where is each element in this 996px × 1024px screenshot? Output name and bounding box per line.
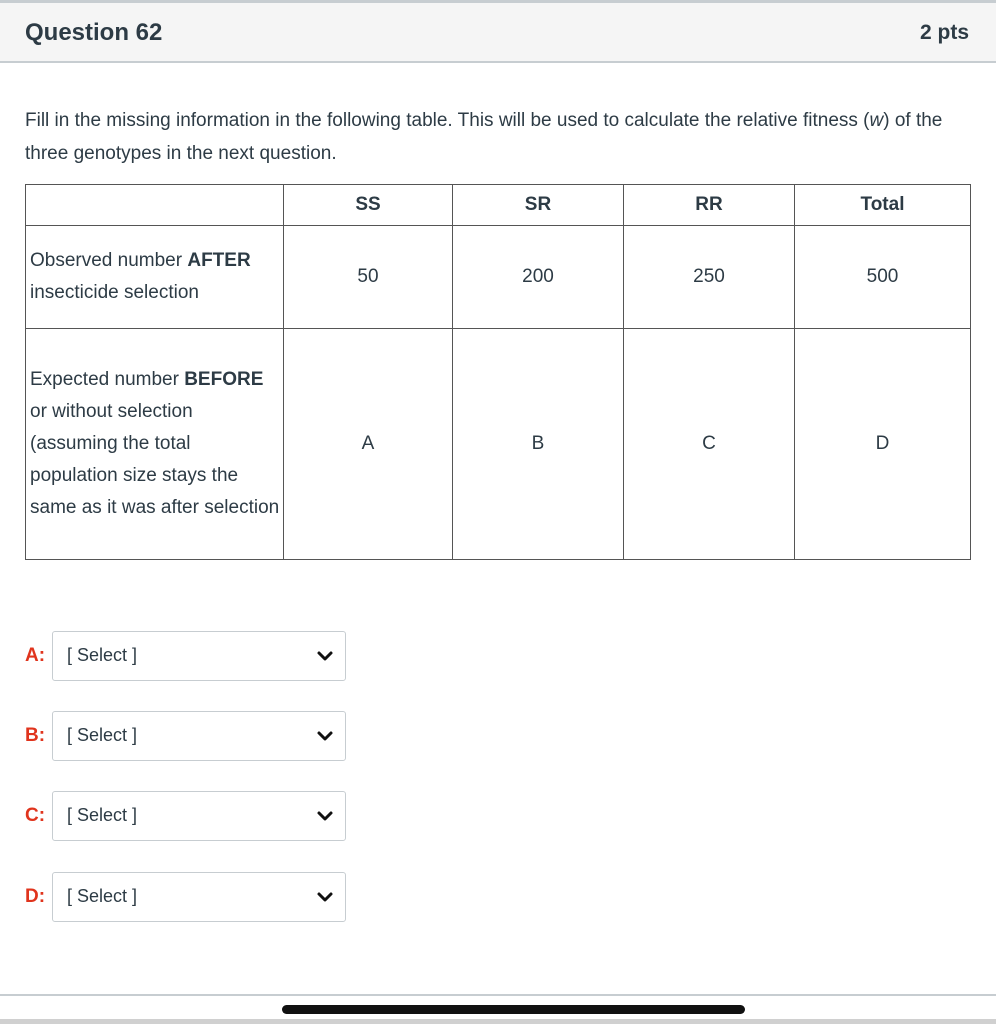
answer-label-a: A: (25, 645, 46, 666)
answer-row-d (25, 871, 346, 923)
table-header-sr: SR (453, 185, 624, 226)
select-value: [ Select ] (67, 645, 138, 665)
prompt-text-before: Fill in the missing information in the following table. This will be used to calculate the relative fitness ( (25, 110, 870, 131)
row-label-observed (26, 226, 284, 329)
answer-label-c: C: (25, 805, 46, 826)
select-value: [ Select ] (67, 805, 138, 825)
prompt-text-after: ) of the three genotypes in the next question. (25, 110, 943, 164)
table-header-rr: RR (624, 185, 795, 226)
row-label-pre: Observed number (30, 250, 188, 271)
prompt-italic: w (869, 110, 884, 131)
cell-observed-rr: 250 (624, 226, 795, 329)
question-points: 2 pts (919, 21, 969, 44)
answer-select-c[interactable] (52, 791, 346, 841)
chevron-down-icon (315, 887, 335, 907)
table-header-row (26, 185, 971, 226)
cell-expected-total: D (795, 329, 971, 560)
answer-label-d: D: (25, 886, 46, 907)
bottom-border (0, 1019, 996, 1024)
cell-observed-ss: 50 (284, 226, 453, 329)
answer-row-a (25, 630, 346, 682)
select-value: [ Select ] (67, 886, 138, 906)
question-prompt (25, 104, 975, 170)
row-label-bold: BEFORE (184, 369, 264, 390)
chevron-down-icon (315, 726, 335, 746)
answer-row-b (25, 710, 346, 762)
chevron-down-icon (315, 646, 335, 666)
answer-select-d[interactable] (52, 872, 346, 922)
table-header-total: Total (795, 185, 971, 226)
row-label-post: or without selection (assuming the total population size stays the same as it was after selection (30, 401, 280, 518)
answer-select-b[interactable] (52, 711, 346, 761)
home-indicator[interactable] (282, 1005, 745, 1014)
row-label-bold: AFTER (187, 250, 251, 271)
cell-expected-rr: C (624, 329, 795, 560)
genotype-table (25, 184, 971, 560)
row-label-pre: Expected number (30, 369, 185, 390)
answer-label-b: B: (25, 725, 46, 746)
cell-expected-sr: B (453, 329, 624, 560)
table-header-ss: SS (284, 185, 453, 226)
select-value: [ Select ] (67, 725, 138, 745)
table-row (26, 226, 971, 329)
table-header-corner (26, 185, 284, 226)
table-row (26, 329, 971, 560)
question-header (0, 3, 996, 63)
row-label-post: insecticide selection (30, 282, 199, 303)
answer-select-a[interactable] (52, 631, 346, 681)
cell-observed-sr: 200 (453, 226, 624, 329)
row-label-expected (26, 329, 284, 560)
cell-expected-ss: A (284, 329, 453, 560)
question-title: Question 62 (25, 19, 163, 46)
bottom-divider (0, 994, 996, 996)
chevron-down-icon (315, 806, 335, 826)
cell-observed-total: 500 (795, 226, 971, 329)
answer-row-c (25, 790, 346, 842)
